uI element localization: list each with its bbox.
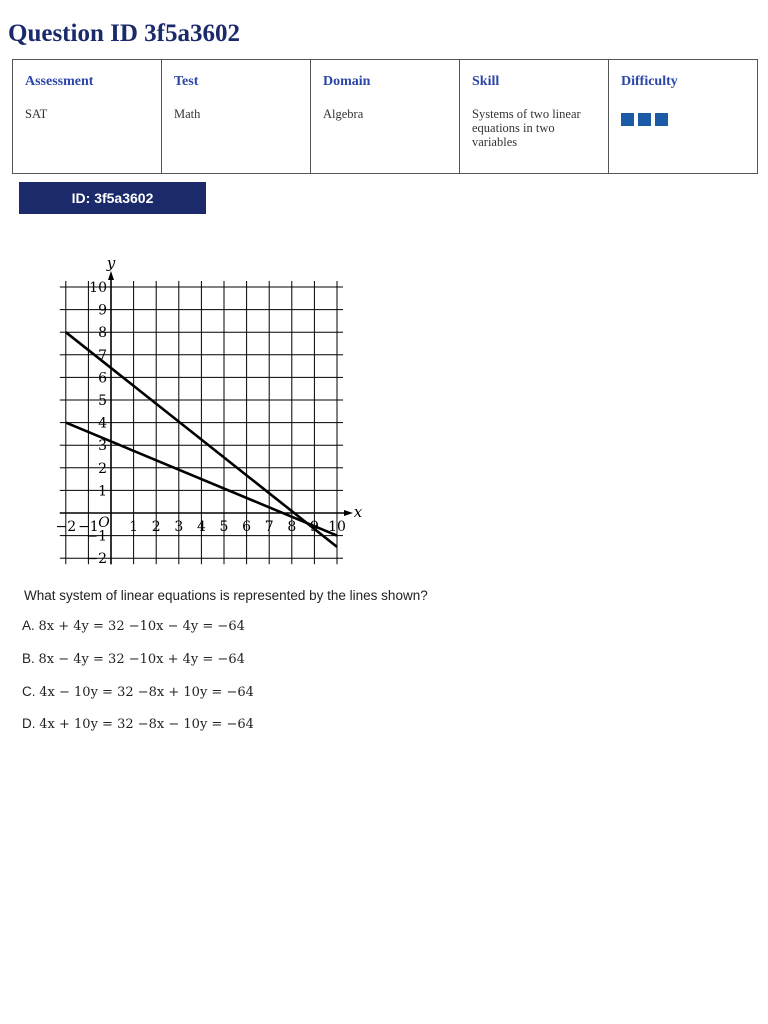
x-tick-label: 8 [287, 519, 297, 535]
x-tick-label: 3 [174, 519, 184, 535]
choice-equation-2: −10x + 4y = −64 [128, 652, 245, 667]
domain-header: Domain [323, 74, 371, 89]
x-tick-label: 7 [264, 519, 274, 535]
test-cell [162, 60, 311, 174]
coordinate-graph [0, 255, 400, 570]
question-prompt: What system of linear equations is represented by the lines shown? [24, 588, 428, 603]
x-tick-label: 2 [151, 519, 161, 535]
question-id-badge: ID: 3f5a3602 [19, 182, 206, 214]
difficulty-bar [655, 113, 668, 126]
difficulty-cell [609, 60, 758, 174]
test-header: Test [174, 74, 199, 89]
choice-equation-2: −10x − 4y = −64 [128, 619, 245, 634]
answer-choice[interactable] [22, 618, 245, 634]
choice-letter: B. [22, 651, 39, 666]
y-tick-label: 10 [89, 280, 107, 296]
answer-choice[interactable] [22, 716, 254, 732]
x-axis-arrow [344, 510, 353, 516]
y-tick-label: 4 [98, 415, 107, 432]
answer-choice[interactable] [22, 684, 254, 700]
choice-equation-2: −8x − 10y = −64 [137, 717, 254, 732]
y-tick-label: −1 [86, 528, 107, 545]
skill-header: Skill [472, 74, 500, 89]
difficulty-indicator [621, 113, 745, 126]
x-tick-label: 6 [242, 519, 252, 535]
choice-equation-1: 8x + 4y = 32 [38, 619, 129, 634]
x-tick-label: −2 [55, 519, 77, 535]
difficulty-header: Difficulty [621, 74, 678, 89]
choice-letter: D. [22, 716, 40, 731]
answer-choice[interactable] [22, 651, 245, 667]
x-tick-label: 1 [129, 519, 139, 535]
assessment-header: Assessment [25, 74, 94, 89]
choice-letter: C. [22, 684, 40, 699]
domain-cell [311, 60, 460, 174]
y-tick-label: 9 [98, 302, 107, 319]
assessment-value: SAT [25, 107, 48, 121]
x-axis-label: x [353, 503, 363, 521]
assessment-cell [13, 60, 162, 174]
choice-equation-1: 4x − 10y = 32 [39, 685, 138, 700]
choice-equation-1: 8x − 4y = 32 [38, 652, 129, 667]
test-value: Math [174, 107, 201, 121]
origin-label: O [98, 515, 110, 531]
y-tick-label: −2 [86, 551, 107, 568]
y-tick-label: 3 [98, 438, 107, 455]
choice-equation-2: −8x + 10y = −64 [137, 685, 254, 700]
x-tick-label: 10 [328, 519, 346, 535]
y-tick-label: 8 [98, 325, 107, 342]
x-tick-label: 4 [196, 519, 206, 535]
skill-cell [460, 60, 609, 174]
x-tick-label: −1 [78, 519, 99, 535]
domain-value: Algebra [323, 107, 364, 121]
page-title: Question ID 3f5a3602 [8, 20, 240, 47]
y-tick-label: 5 [98, 393, 107, 409]
difficulty-bar [638, 113, 651, 126]
y-tick-label: 7 [98, 347, 107, 364]
y-axis-arrow [108, 271, 114, 280]
y-tick-label: 2 [98, 460, 107, 477]
y-axis-label: y [106, 255, 116, 272]
question-meta-table [12, 59, 758, 174]
skill-value: Systems of two linear equations in two variables [472, 107, 581, 149]
y-tick-label: 1 [98, 483, 107, 500]
y-tick-label: 6 [98, 370, 107, 387]
choice-equation-1: 4x + 10y = 32 [39, 717, 138, 732]
difficulty-bar [621, 113, 634, 126]
choice-letter: A. [22, 618, 39, 633]
x-tick-label: 5 [219, 519, 229, 535]
